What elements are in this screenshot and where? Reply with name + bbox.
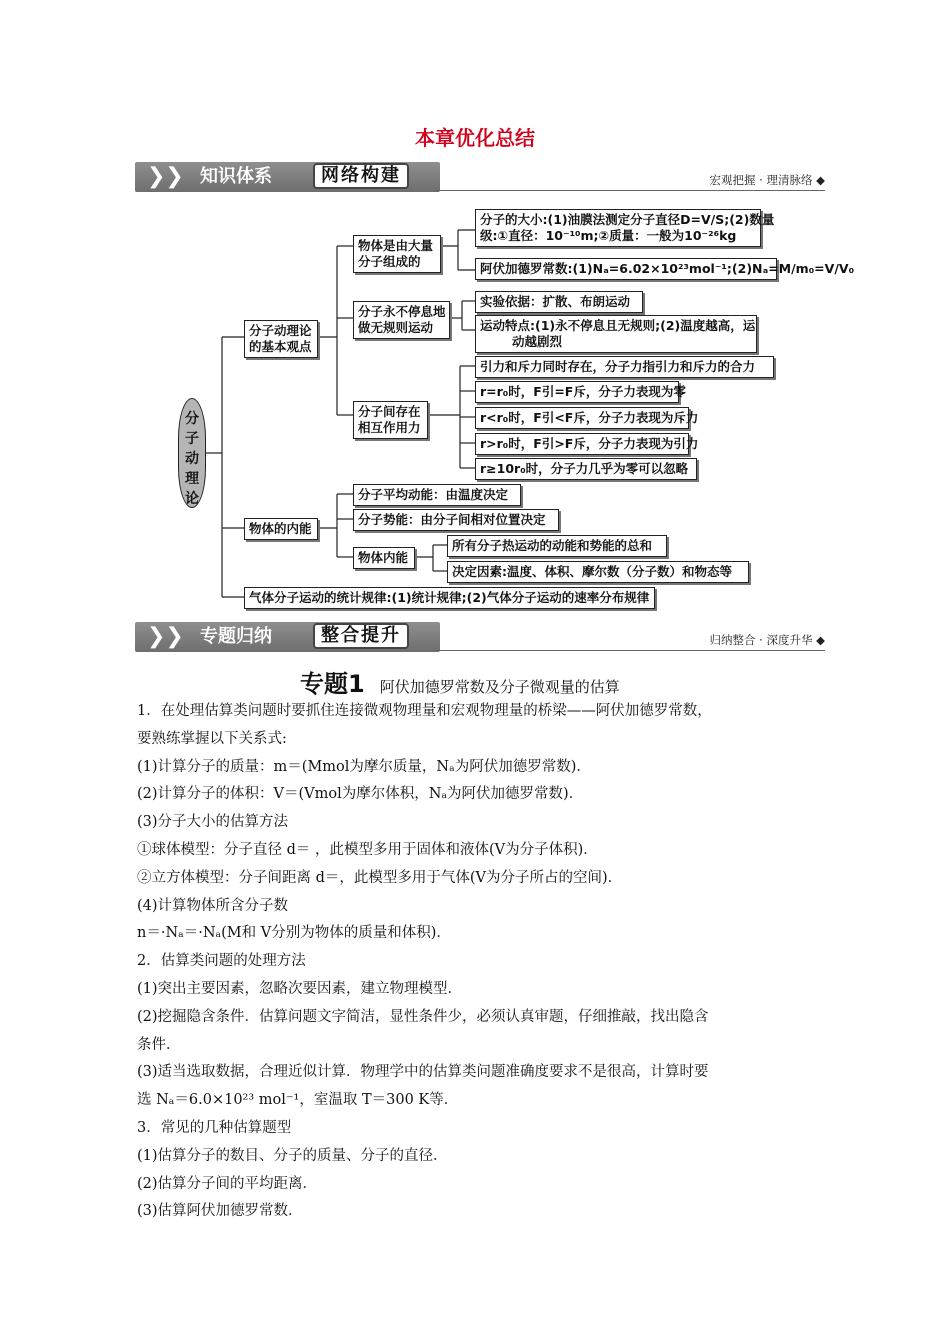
paragraph-line: (1)计算分子的质量：m＝(Mmol为摩尔质量，Nₐ为阿伏加德罗常数)． [137,758,591,775]
node-molecule-size: 分子的大小:(1)油膜法测定分子直径D=V/S;(2)数量 级:①直径：10⁻¹⁰m;②质量：一般为10⁻²⁶kg [475,209,761,247]
banner-label: 专题归纳 [200,626,272,647]
node-motion: 分子永不停息地 做无规则运动 [353,301,450,339]
node-force-2: r=r₀时，F引=F斥，分子力表现为零 [475,381,679,403]
topic-title: 阿伏加德罗常数及分子微观量的估算 [379,678,620,696]
paragraph-line: (2)计算分子的体积：V＝(Vmol为摩尔体积，Nₐ为阿伏加德罗常数)． [137,786,584,803]
mindmap-root: 分子动理论 [178,398,206,508]
body-text [137,698,817,1226]
banner-label: 知识体系 [200,166,272,187]
paragraph-line: (4)计算物体所含分子数 [137,897,289,914]
node-gas-statistics: 气体分子运动的统计规律:(1)统计规律;(2)气体分子运动的速率分布规律 [244,587,655,609]
paragraph-line: (2)估算分子间的平均距离． [137,1175,318,1192]
node-inner-energy-2: 决定因素:温度、体积、摩尔数（分子数）和物态等 [447,561,749,583]
banner-highlight: 整合提升 [313,623,409,649]
node-motion-feature: 运动特点:(1)永不停息且无规则;(2)温度越高，运 动越剧烈 [475,315,757,353]
paragraph-line: 选 Nₐ＝6.0×10²³ mol⁻¹，室温取 T＝300 K等． [137,1092,459,1109]
node-evidence: 实验依据：扩散、布朗运动 [475,291,643,313]
paragraph-line: (3)适当选取数据，合理近似计算．物理学中的估算类问题准确度要求不是很高，计算时要 [137,1064,709,1081]
node-avogadro: 阿伏加德罗常数:(1)Nₐ=6.02×10²³mol⁻¹;(2)Nₐ=M/m₀=V/V₀ [475,258,777,280]
node-large-number: 物体是由大量 分子组成的 [353,235,441,273]
node-force-1: 引力和斥力同时存在，分子力指引力和斥力的合力 [475,356,774,378]
topic-heading [300,664,620,699]
paragraph-line: (3)分子大小的估算方法 [137,814,289,831]
paragraph-line: (1)估算分子的数目、分子的质量、分子的直径． [137,1147,448,1164]
paragraph-line: (2)挖掘隐含条件．估算问题文字简洁，显性条件少，必须认真审题，仔细推敲，找出隐含 [137,1008,709,1025]
banner-subtitle: 宏观把握 · 理清脉络 ◆ [709,173,825,187]
topic-number: 专题1 [300,670,365,698]
node-force: 分子间存在 相互作用力 [353,401,428,439]
paragraph-line: 要熟练掌握以下关系式: [137,730,287,747]
paragraph-line: ①球体模型：分子直径 d＝ ，此模型多用于固体和液体(V为分子体积)． [137,841,598,858]
paragraph-line: ②立方体模型：分子间距离 d＝，此模型多用于气体(V为分子所占的空间)． [137,869,623,886]
banner-highlight: 网络构建 [313,163,409,189]
paragraph-line: 条件． [137,1036,181,1053]
double-chevron-icon: ❯❯ [147,624,184,649]
paragraph-line: 2．估算类问题的处理方法 [137,953,306,970]
paragraph-line: (3)估算阿伏加德罗常数． [137,1203,303,1220]
node-internal-energy: 物体的内能 [244,518,318,540]
paragraph-line: 1．在处理估算类问题时要抓住连接微观物理量和宏观物理量的桥梁——阿伏加德罗常数， [137,703,712,719]
double-chevron-icon: ❯❯ [147,164,184,189]
paragraph-line: (1)突出主要因素，忽略次要因素，建立物理模型． [137,980,463,997]
node-kinetic: 分子平均动能：由温度决定 [353,484,521,506]
node-force-4: r>r₀时，F引>F斥，分子力表现为引力 [475,433,689,455]
node-basic-views: 分子动理论 的基本观点 [244,320,318,358]
node-inner-energy: 物体内能 [353,547,415,569]
paragraph-line: 3．常见的几种估算题型 [137,1119,292,1136]
section-banner-topics [135,622,825,652]
node-inner-energy-1: 所有分子热运动的动能和势能的总和 [447,535,667,557]
page-title: 本章优化总结 [415,126,535,150]
node-potential: 分子势能：由分子间相对位置决定 [353,509,559,531]
paragraph-line: n＝·Nₐ＝·Nₐ(M和 V分别为物体的质量和体积)． [137,925,451,942]
node-force-5: r≥10r₀时，分子力几乎为零可以忽略 [475,458,697,480]
banner-subtitle: 归纳整合 · 深度升华 ◆ [709,633,825,647]
node-force-3: r<r₀时，F引<F斥，分子力表现为斥力 [475,407,689,429]
